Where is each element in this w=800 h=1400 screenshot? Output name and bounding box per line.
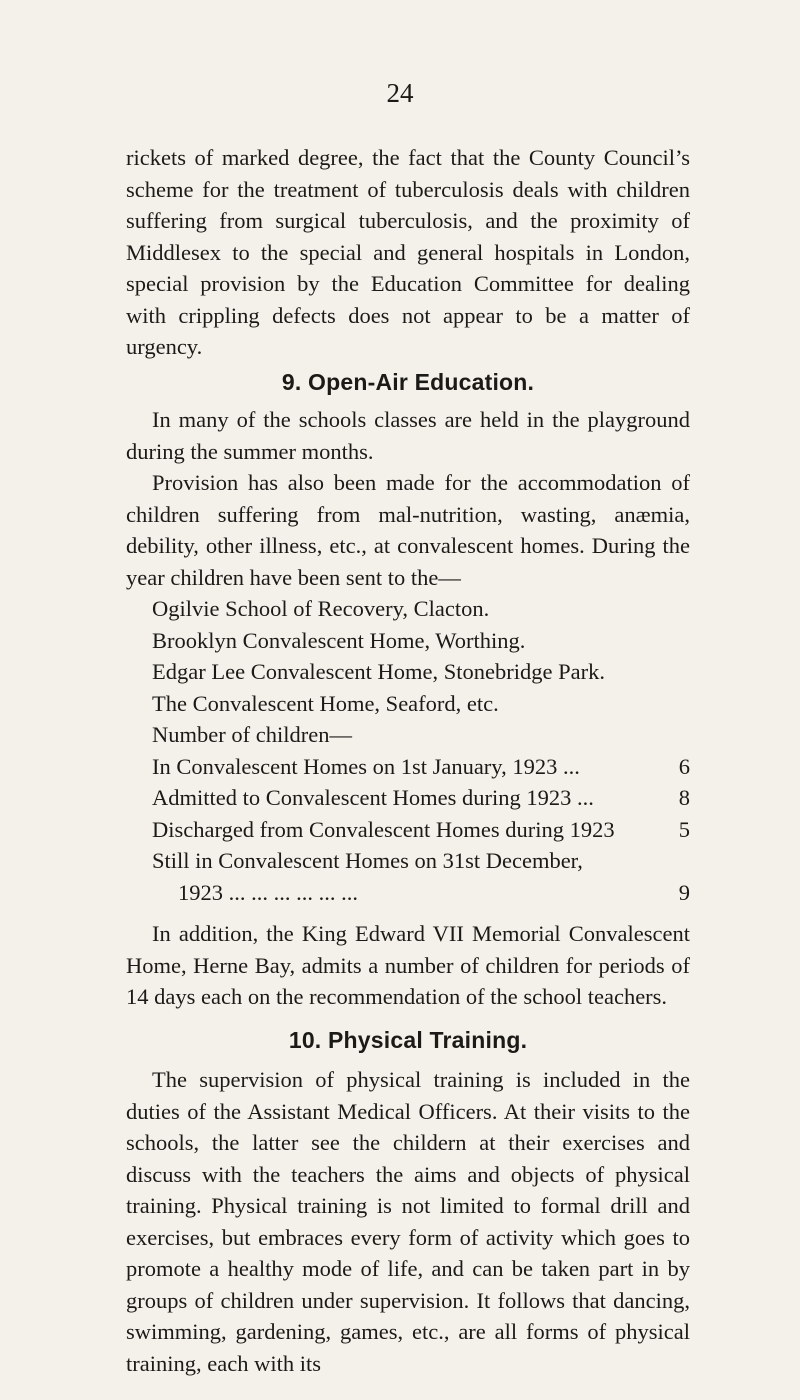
body-text: [126, 142, 690, 1379]
list-item: Brooklyn Convalescent Home, Worthing.: [152, 627, 526, 653]
section-9-heading: 9. Open-Air Education.: [281, 368, 535, 395]
section-10-paragraph-1: The supervision of physical training is included in the duties of the Assistant Medical Officers. At their visits to the schools, the latter see the childern at their exercises and discuss with the teachers the aims and objects of physical training. Physical training is not limited to formal drill and exercises, but embraces every form of activity which goes to promote a healthy mode of life, and can be taken part in by groups of children under supervision. It follows that dancing, swimming, gardening, games, etc., are all forms of physical training, each with its: [126, 1067, 690, 1376]
children-stats: [126, 751, 690, 909]
stat-value: 9: [678, 879, 690, 905]
list-item: The Convalescent Home, Seaford, etc.: [152, 690, 499, 716]
list-item: Ogilvie School of Recovery, Clacton.: [152, 596, 490, 621]
section-9-paragraph-3: In addition, the King Edward VII Memorial Convalescent Home, Herne Bay, admits a number of children for periods of 14 days each on the recommendation of the school teachers.: [126, 921, 690, 1009]
stat-label: Still in Convalescent Homes on 31st December,: [152, 848, 583, 873]
stat-row: [126, 782, 690, 814]
section-9-paragraph-2: Provision has also been made for the accommodation of children suffering from mal-nutrition, wasting, anæmia, debility, other illness, etc., at convalescent homes. During the year children have been sent to the—: [126, 470, 690, 590]
stat-value: 5: [678, 816, 690, 842]
page-number: 24: [386, 78, 414, 108]
section-10-heading: 10. Physical Training.: [288, 1026, 528, 1053]
stat-continuation: [152, 877, 690, 909]
stat-label: In Convalescent Homes on 1st January, 1923 ...: [152, 753, 580, 779]
stat-row: [126, 845, 690, 908]
stat-label-continued: 1923 ... ... ... ... ... ...: [178, 879, 358, 905]
stat-value: 6: [678, 753, 690, 779]
stat-value: 8: [678, 785, 690, 810]
spacer: [126, 908, 690, 918]
stat-label: Admitted to Convalescent Homes during 1923 ...: [152, 785, 594, 810]
list-item: Edgar Lee Convalescent Home, Stonebridge Park.: [152, 659, 605, 684]
stat-row: [126, 751, 690, 783]
intro-paragraph: rickets of marked degree, the fact that the County Council’s scheme for the treatment of tuberculosis deals with children suffering from surgical tuberculosis, and the proximity of Middlesex to the special and general hospitals in London, special provision by the Education Committee for dealing with crippling defects does not appear to be a matter of urgency.: [126, 145, 690, 359]
stat-label: Discharged from Convalescent Homes during 1923: [152, 816, 615, 842]
number-of-children-label: Number of children—: [152, 722, 352, 747]
stat-row: [126, 814, 690, 846]
convalescent-homes-list: [126, 593, 690, 719]
section-9-paragraph-1: In many of the schools classes are held in the playground during the summer months.: [126, 407, 690, 464]
